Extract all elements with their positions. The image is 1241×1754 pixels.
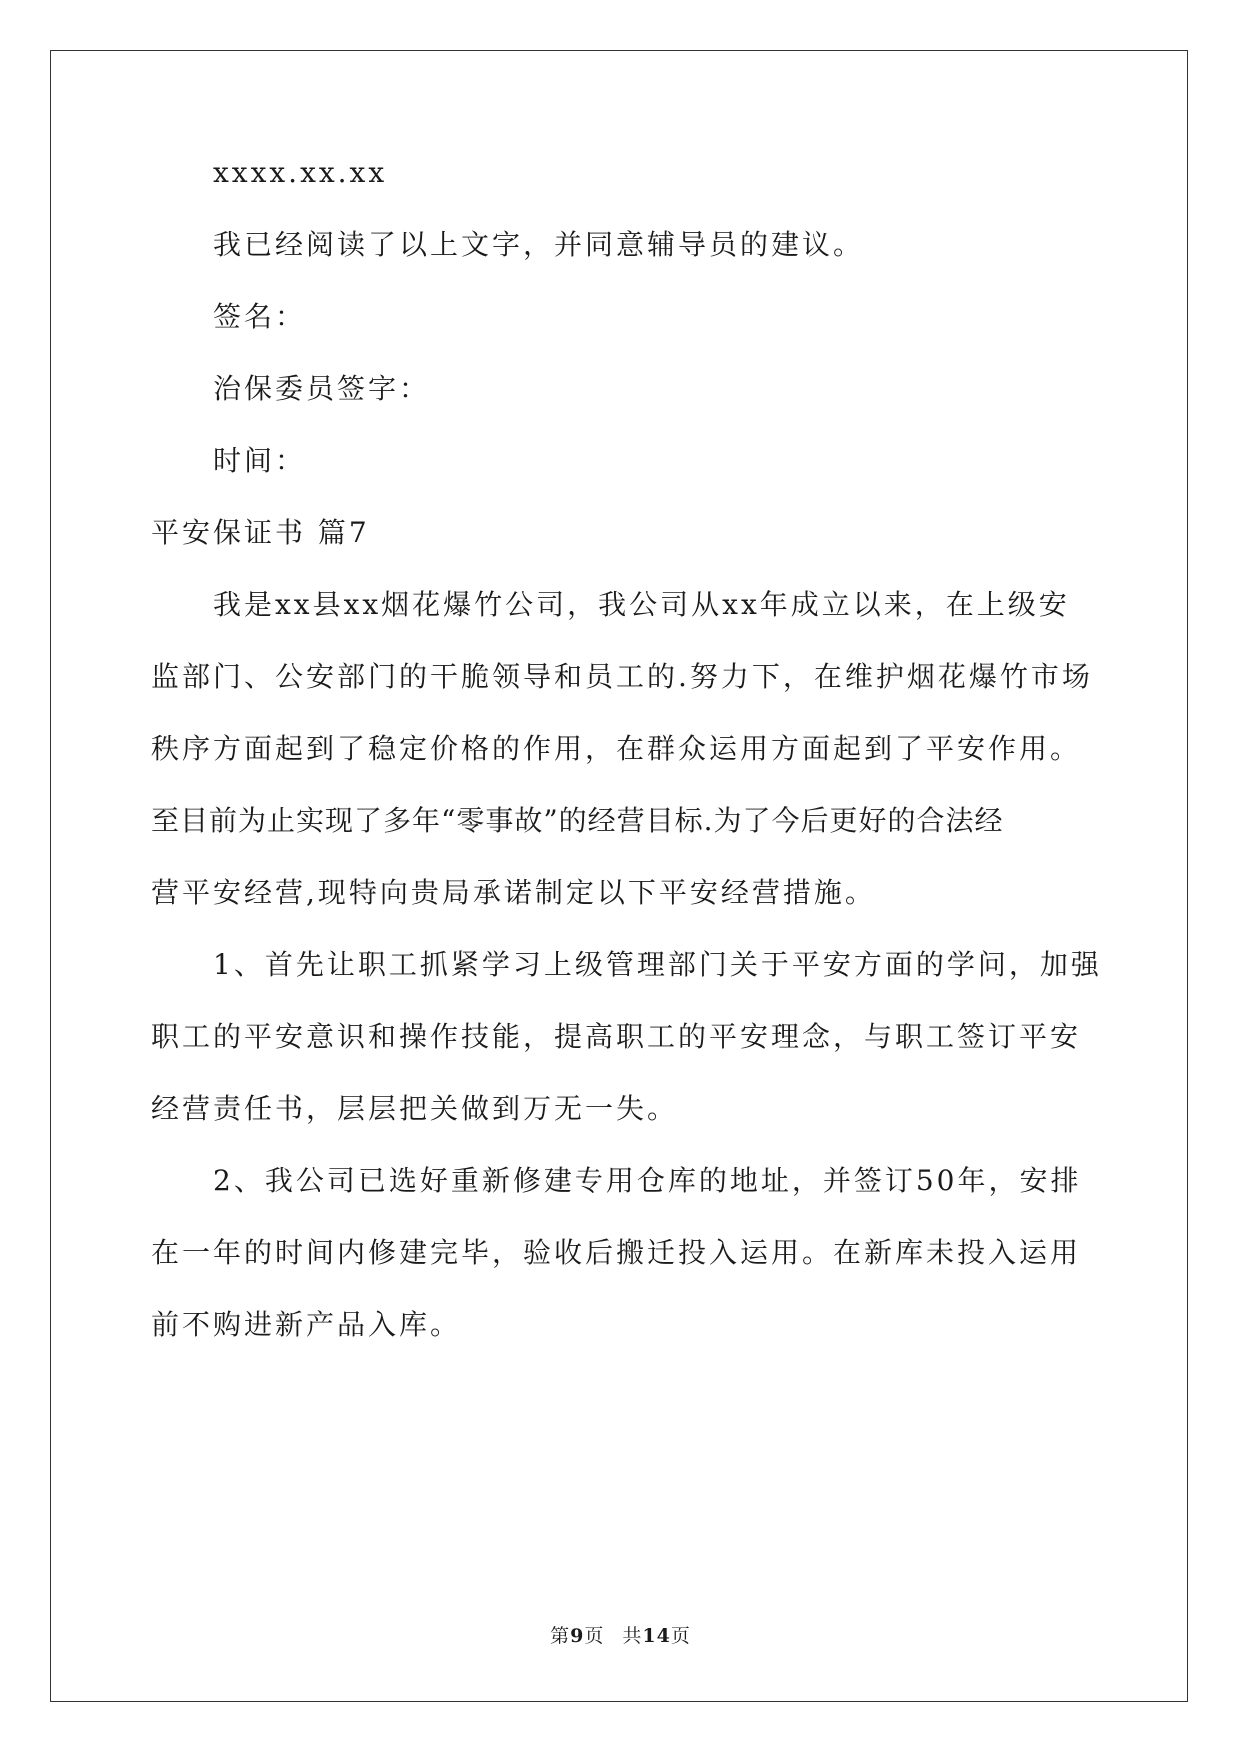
total-pages: 14 [642, 1625, 671, 1647]
total-prefix: 共 [622, 1625, 643, 1647]
date-line: xxxx.xx.xx [213, 156, 388, 189]
committee-signature-label: 治保委员签字： [213, 372, 431, 405]
page-footer [0, 1623, 1241, 1649]
page-prefix: 第 [550, 1625, 571, 1647]
section-title: 平安保证书 篇7 [151, 516, 370, 549]
paragraph-line: 在一年的时间内修建完毕，验收后搬迁投入运用。在新库未投入运用 [151, 1236, 1082, 1269]
paragraph-line: 我是xx县xx烟花爆竹公司，我公司从xx年成立以来，在上级安 [213, 588, 1070, 621]
paragraph-line: 至目前为止实现了多年“零事故”的经营目标.为了今后更好的合法经 [151, 804, 1004, 837]
page-suffix: 页 [584, 1625, 605, 1647]
paragraph-line: 2、我公司已选好重新修建专用仓库的地址，并签订50年，安排 [213, 1164, 1082, 1197]
paragraph-line: 前不购进新产品入库。 [151, 1308, 462, 1341]
paragraph-line: 监部门、公安部门的干脆领导和员工的.努力下，在维护烟花爆竹市场 [151, 660, 1093, 693]
total-suffix: 页 [670, 1625, 691, 1647]
paragraph-line: 秩序方面起到了稳定价格的作用，在群众运用方面起到了平安作用。 [151, 732, 1082, 765]
read-statement: 我已经阅读了以上文字，并同意辅导员的建议。 [213, 228, 865, 261]
signature-label: 签名： [213, 300, 307, 333]
paragraph-line: 营平安经营,现特向贵局承诺制定以下平安经营措施。 [151, 876, 876, 909]
time-label: 时间： [213, 444, 307, 477]
paragraph-line: 1、首先让职工抓紧学习上级管理部门关于平安方面的学问，加强 [213, 948, 1102, 981]
page-number: 9 [570, 1625, 585, 1647]
paragraph-line: 经营责任书，层层把关做到万无一失。 [151, 1092, 679, 1125]
paragraph-line: 职工的平安意识和操作技能，提高职工的平安理念，与职工签订平安 [151, 1020, 1082, 1053]
